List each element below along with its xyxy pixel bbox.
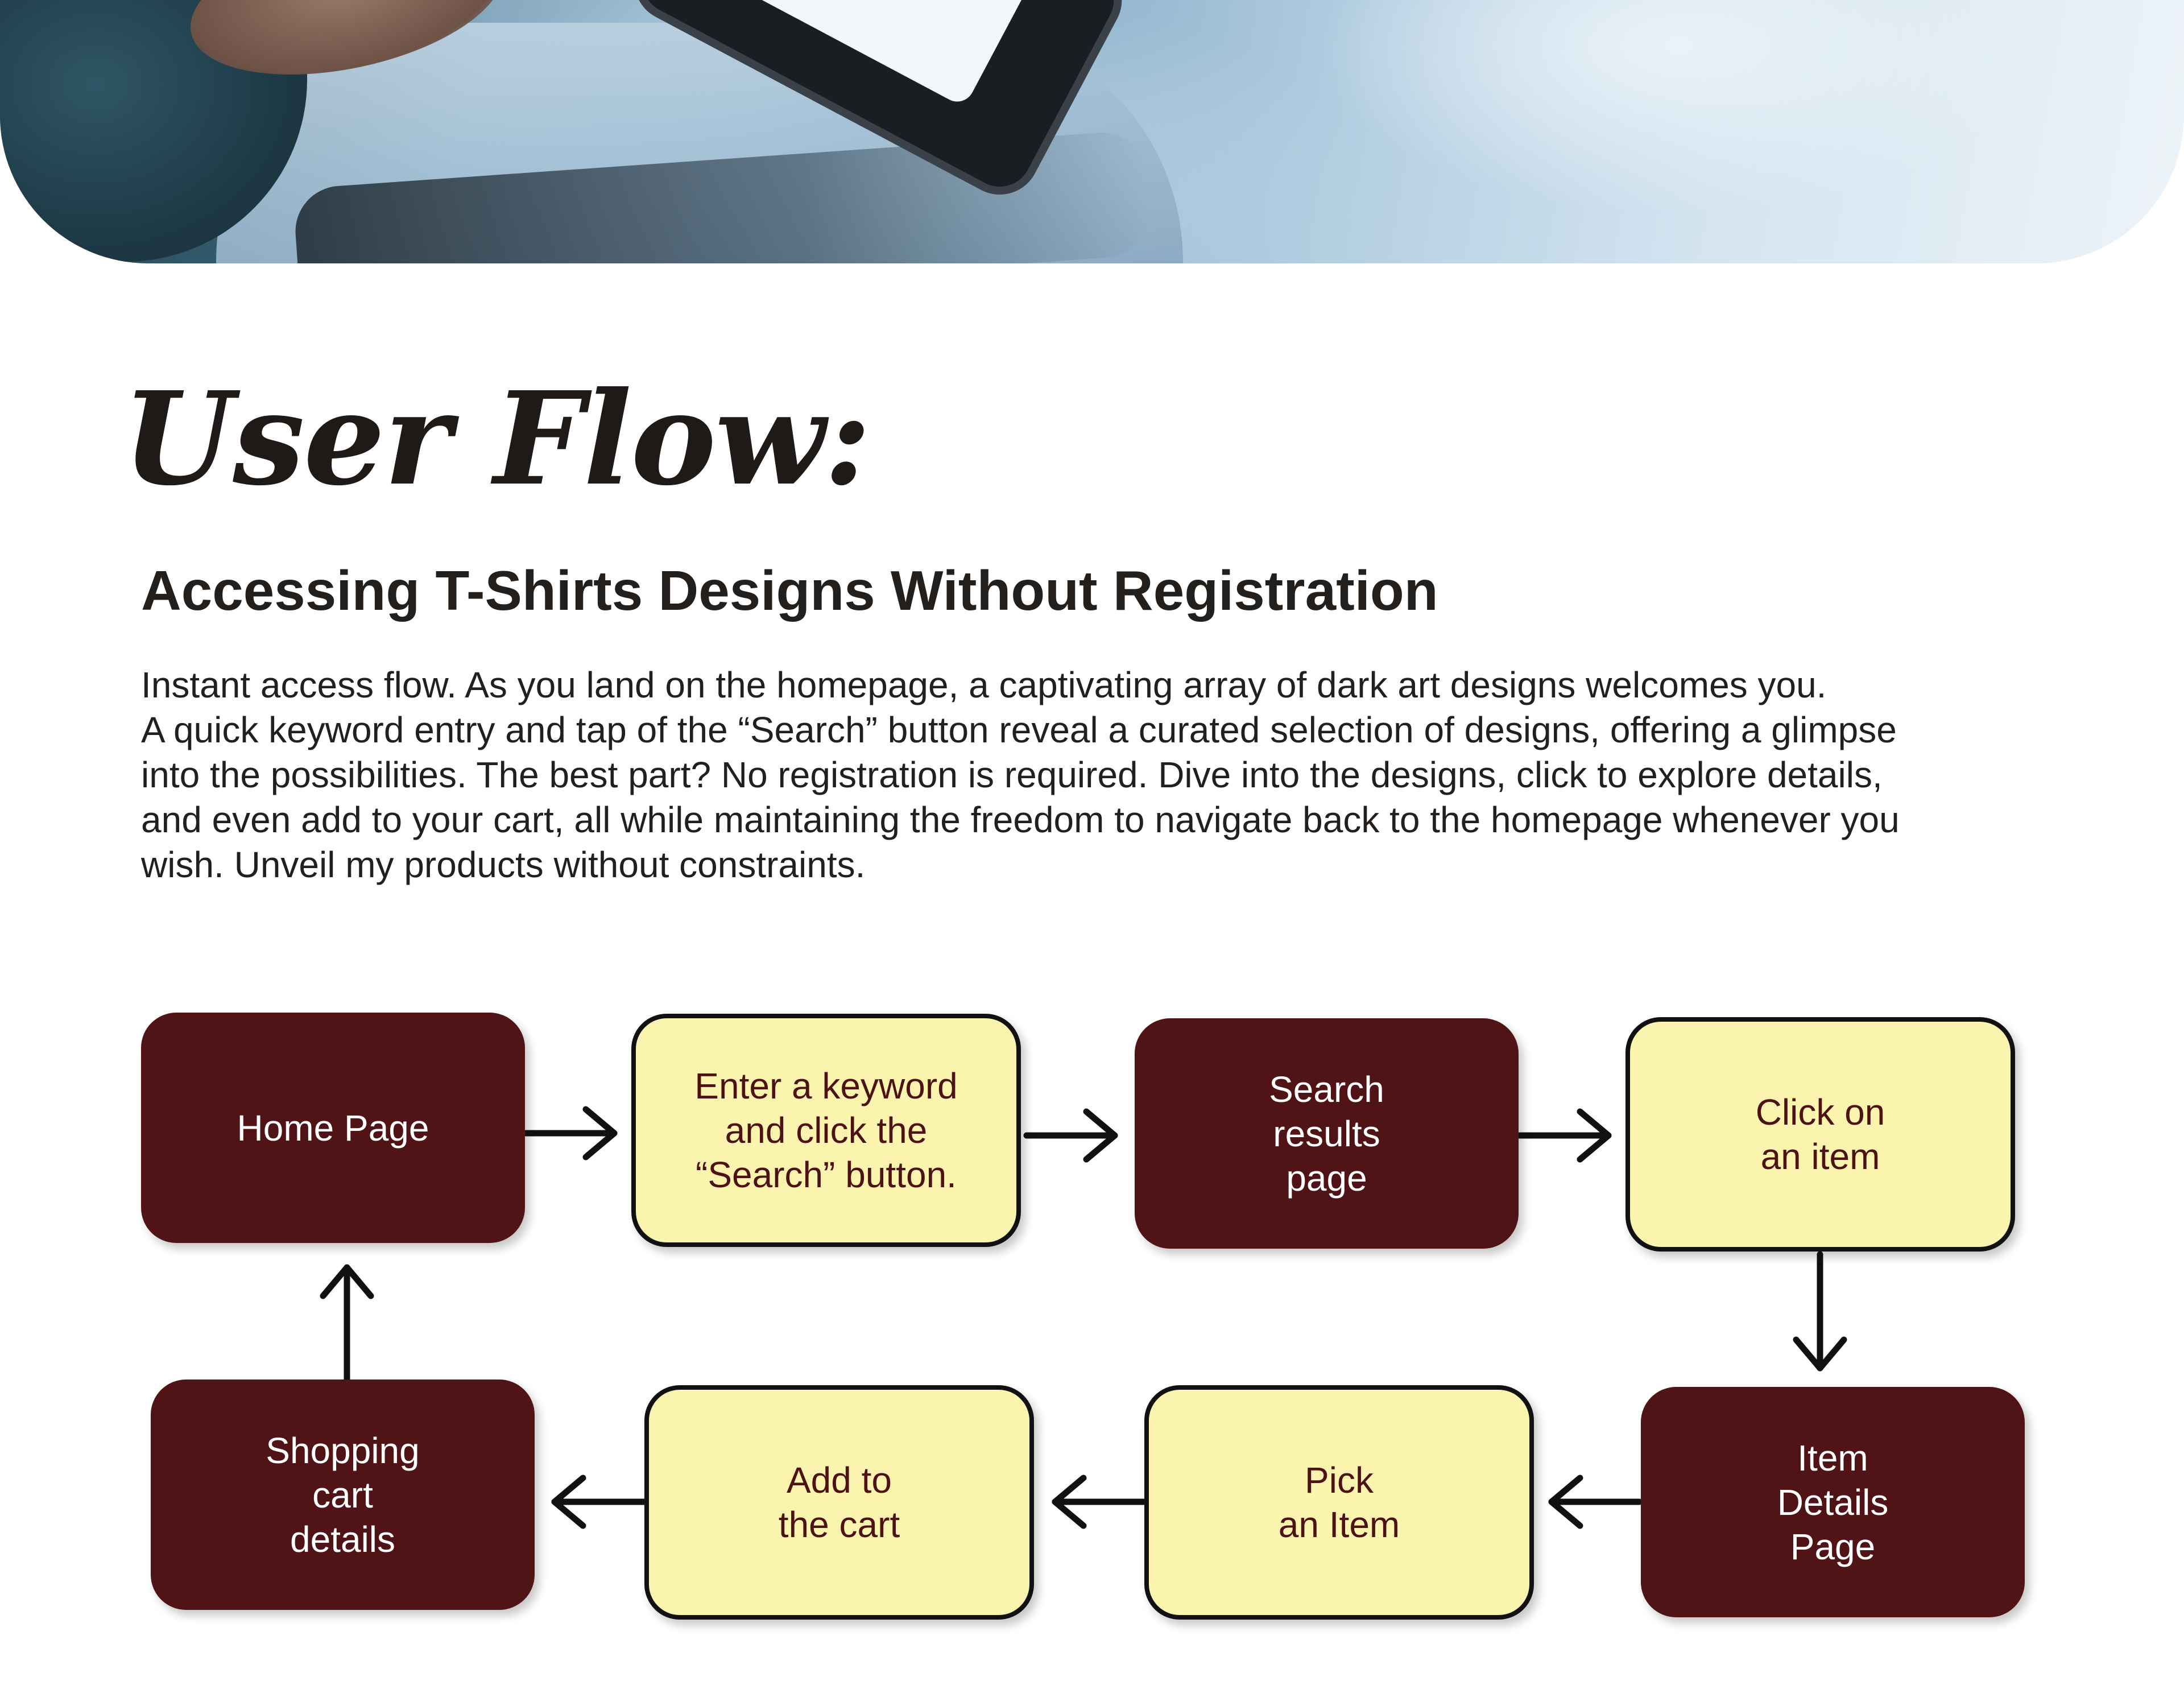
step-label: Click on an item bbox=[1755, 1092, 1885, 1177]
description bbox=[141, 663, 2063, 887]
description-line: and even add to your cart, all while maintaining the freedom to navigate back to the homepage whenever you bbox=[141, 799, 1900, 840]
step-click-item bbox=[1625, 1017, 2015, 1252]
step-shopping-cart bbox=[151, 1380, 535, 1610]
arrow-left-icon bbox=[1055, 1478, 1143, 1526]
arrow-left-icon bbox=[555, 1478, 644, 1526]
arrow-down-icon bbox=[1796, 1254, 1844, 1368]
step-enter-keyword bbox=[631, 1014, 1021, 1247]
step-label: Pick an Item bbox=[1278, 1460, 1400, 1545]
arrow-right-icon bbox=[1027, 1112, 1115, 1159]
step-home-page bbox=[141, 1013, 525, 1243]
step-add-to-cart bbox=[644, 1385, 1034, 1620]
step-label: Home Page bbox=[237, 1107, 429, 1149]
description-line: A quick keyword entry and tap of the “Search” button reveal a curated selection of designs, offering a glimpse bbox=[141, 709, 1897, 750]
page-title: User Flow: bbox=[122, 364, 870, 514]
arrow-right-icon bbox=[1520, 1112, 1608, 1159]
step-label: Enter a keyword and click the “Search” button. bbox=[694, 1065, 958, 1195]
step-search-results bbox=[1135, 1018, 1519, 1249]
step-item-details bbox=[1641, 1387, 2025, 1617]
description-line: Instant access flow. As you land on the homepage, a captivating array of dark art designs welcomes you. bbox=[141, 664, 1827, 705]
step-label: Add to the cart bbox=[778, 1460, 900, 1545]
step-label: Search results page bbox=[1269, 1068, 1384, 1199]
step-pick-item bbox=[1144, 1385, 1534, 1620]
description-line: wish. Unveil my products without constraints. bbox=[141, 844, 866, 885]
hero-photo bbox=[0, 0, 2184, 263]
step-label: Shopping cart details bbox=[266, 1430, 420, 1560]
arrow-left-icon bbox=[1552, 1478, 1639, 1526]
description-line: into the possibilities. The best part? No registration is required. Dive into the designs, click to explore details, bbox=[141, 754, 1883, 795]
page-subtitle: Accessing T-Shirts Designs Without Registration bbox=[141, 559, 1438, 622]
arrow-up-icon bbox=[323, 1267, 371, 1380]
step-label: Item Details Page bbox=[1777, 1437, 1889, 1567]
arrow-right-icon bbox=[526, 1109, 614, 1157]
